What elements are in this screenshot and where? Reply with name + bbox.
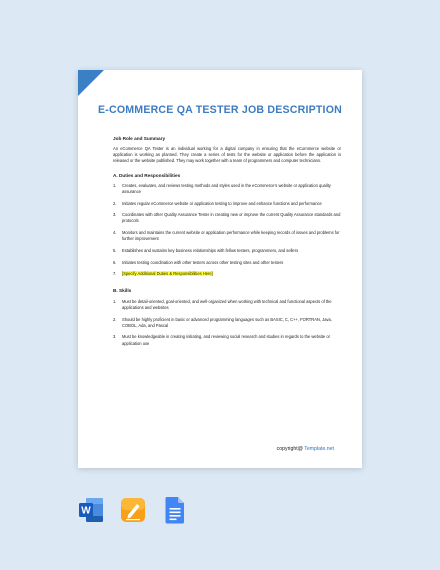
corner-accent — [78, 70, 104, 96]
list-item: 2. Initiates regular eCommerce website or application testing to improve and enhance functions and performance — [113, 200, 322, 206]
role-heading: Job Role and Summary — [113, 136, 166, 141]
word-icon[interactable] — [78, 496, 104, 524]
list-item: 6. Initiates testing coordination with other testers across other testing sites and other testers — [113, 259, 284, 265]
document-body — [113, 136, 341, 347]
document-title: E-COMMERCE QA TESTER JOB DESCRIPTION — [97, 104, 342, 116]
pages-icon[interactable] — [120, 496, 146, 524]
copyright-text: copyright@ — [276, 446, 305, 452]
google-docs-icon[interactable] — [162, 496, 188, 524]
word-letter: W — [81, 505, 91, 517]
list-item: 5. Establishes and sustains key business relationships with fellow testers, programmers, and sellers — [113, 248, 299, 254]
list-item: 2. Should be highly proficient in basic or advanced programming languages such as BASIC, C, C++, FORTRAN, Java, COBOL, Ada, and Pascal — [113, 316, 332, 328]
summary-paragraph: An eCommerce QA Tester is an individual working for a digital company in ensuring that the eCommerce website or application is working as planned. They create a series of tests for the website or application before the application is released or the website published. They may work together with a team of programmers and computer technicians. — [113, 146, 341, 164]
duties-list — [113, 183, 341, 278]
skills-list — [113, 299, 341, 347]
list-item: 7. [Specify Additional Duties & Responsibilities Here] — [113, 271, 213, 277]
list-item: 1. Must be detail-oriented, goal-oriented, and well-organized when working with technical and functional aspects of the applications and websites — [113, 298, 332, 310]
skills-heading: B. Skills — [113, 287, 132, 293]
document-page — [78, 70, 362, 468]
copyright-footer — [277, 446, 334, 452]
list-item: 1. Creates, evaluates, and reviews testing methods and styles used in the eCommerce’s website or application quality assurance — [113, 182, 331, 194]
list-item: 4. Monitors and maintains the current website or application performance while keeping records of issues and problems for further improvement — [113, 230, 340, 242]
list-item: 3. Must be knowledgeable in creating initiating, and reviewing social research and studies in regards to the website or application use — [113, 334, 330, 346]
placeholder-highlight: [Specify Additional Duties & Responsibilities Here] — [122, 271, 213, 277]
duties-heading: A. Duties and Responsibilities — [113, 172, 181, 178]
list-item: 3. Coordinates with other Quality Assurance Tester in creating new or improve the current Quality Assurance standards and protocols — [113, 212, 341, 224]
brand-link[interactable]: Template.net — [304, 446, 334, 452]
app-icons-row — [78, 496, 188, 524]
